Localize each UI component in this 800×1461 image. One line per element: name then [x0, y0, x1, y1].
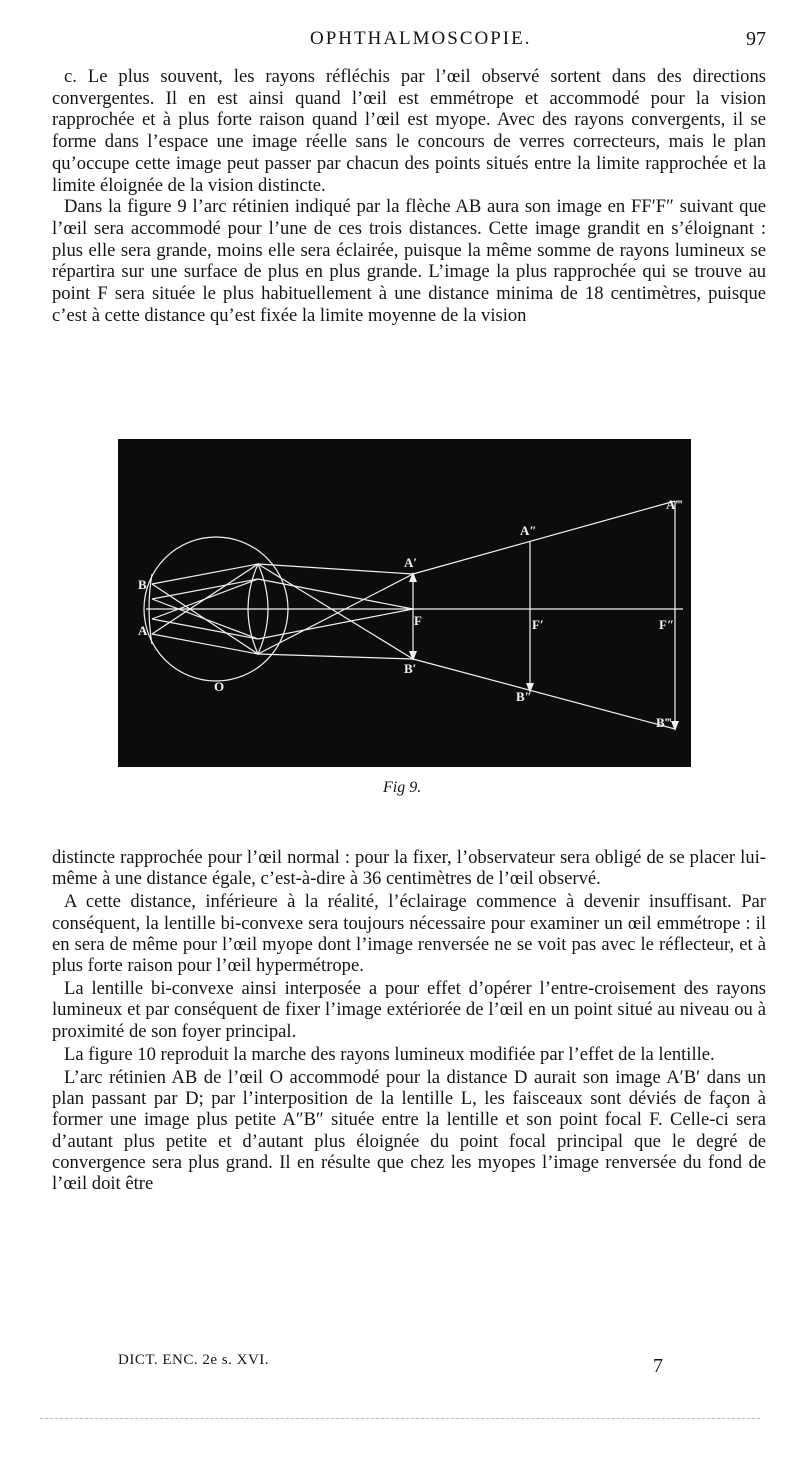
label-A-triple-prime: A‴	[666, 497, 683, 512]
label-B-prime: B′	[404, 661, 417, 676]
running-header	[40, 28, 766, 54]
upper-envelope	[413, 501, 675, 574]
label-O: O	[214, 679, 225, 694]
page-number: 97	[746, 28, 766, 50]
paragraph-c: c. Le plus souvent, les rayons réfléchis par l’œil observé sortent dans des directions convergentes. Il en est ainsi quand l’œil est emmétrope et accommodé pour la vision rapprochée et à plus forte raison quand l’œil est myope. Avec des rayons convergents, il se forme dans l’espace une image réelle sans le concours de verres correcteurs, mais le plan qu’occupe cette image peut passer par chacun des points situés entre la limite rapprochée et la limite éloignée de la vision distincte.	[52, 66, 766, 196]
page-footer	[118, 1352, 678, 1382]
paragraph-arc-retinien: L’arc rétinien AB de l’œil O accommodé pour la distance D aurait son image A′B′ dans un plan passant par D; par l’interposition de la lentille L, les faisceaux sont déviés de façon à former une image plus petite A″B″ située entre la lentille et son point focal F. Celle-ci sera d’autant plus petite et d’autant plus éloignée du point focal principal que le degré de convergence sera plus grand. Il en résulte que chez les myopes l’image renversée du fond de l’œil doit être	[52, 1067, 766, 1195]
paragraph-figure-9: Dans la figure 9 l’arc rétinien indiqué par la flèche AB aura son image en FF′F″ suivant que l’œil sera accommodé pour l’une de ces trois distances. Cette image grandit en s’éloignant : plus elle sera grande, moins elle sera éclairée, puisque la même somme de rayons lumineux se répartira sur une surface de plus en plus grande. L’image la plus rapprochée qui se trouve au point F sera située le plus habituellement à une distance minima de 18 centimètres, puisque c’est à cette distance qu’est fixée la limite moyenne de la vision	[52, 196, 766, 326]
paragraph-lentille: La lentille bi-convexe ainsi interposée a pour effet d’opérer l’entre-croisement des rayons lumineux et par conséquent de fixer l’image extériorée de l’œil en un point situé au niveau ou à proximité de son foyer principal.	[52, 978, 766, 1042]
label-B-triple-prime: B‴	[656, 715, 672, 730]
label-A-prime: A′	[404, 555, 418, 570]
header-title: OPHTHALMOSCOPIE.	[310, 28, 532, 49]
label-F-double-prime: F″	[659, 617, 675, 632]
signature-mark: 7	[653, 1355, 663, 1377]
figure-caption: Fig 9.	[383, 779, 422, 796]
label-B-double-prime: B″	[516, 689, 532, 704]
footer-reference: DICT. ENC. 2e s. XVI.	[118, 1352, 270, 1368]
paragraph-continued: distincte rapprochée pour l’œil normal : pour la fixer, l’observateur sera obligé de se placer lui-même à une distance égale, c’est-à-dire à 36 centimètres de l’œil observé.	[52, 847, 766, 890]
lower-envelope	[413, 659, 675, 729]
paragraph-cette-distance: A cette distance, inférieure à la réalité, l’éclairage commence à devenir insuffisant. Par conséquent, la lentille bi-convexe sera toujours nécessaire pour examiner un œil emmétrope : il en sera de même pour l’œil myope dont l’image renversée ne se voit pas avec le réflecteur, et à plus forte raison pour l’œil hypermétrope.	[52, 891, 766, 977]
text-block-top	[52, 66, 766, 326]
paragraph-figure-10: La figure 10 reproduit la marche des rayons lumineux modifiée par l’effet de la lentille.	[64, 1043, 715, 1065]
figure-9-diagram	[118, 439, 691, 767]
bottom-rule	[40, 1418, 760, 1419]
figure-9-svg	[118, 439, 691, 767]
label-F-prime: F′	[532, 617, 544, 632]
label-A: A	[138, 623, 148, 638]
label-B: B	[138, 577, 147, 592]
label-F: F	[414, 613, 422, 628]
text-block-bottom	[52, 847, 766, 1194]
label-A-double-prime: A″	[520, 523, 537, 538]
